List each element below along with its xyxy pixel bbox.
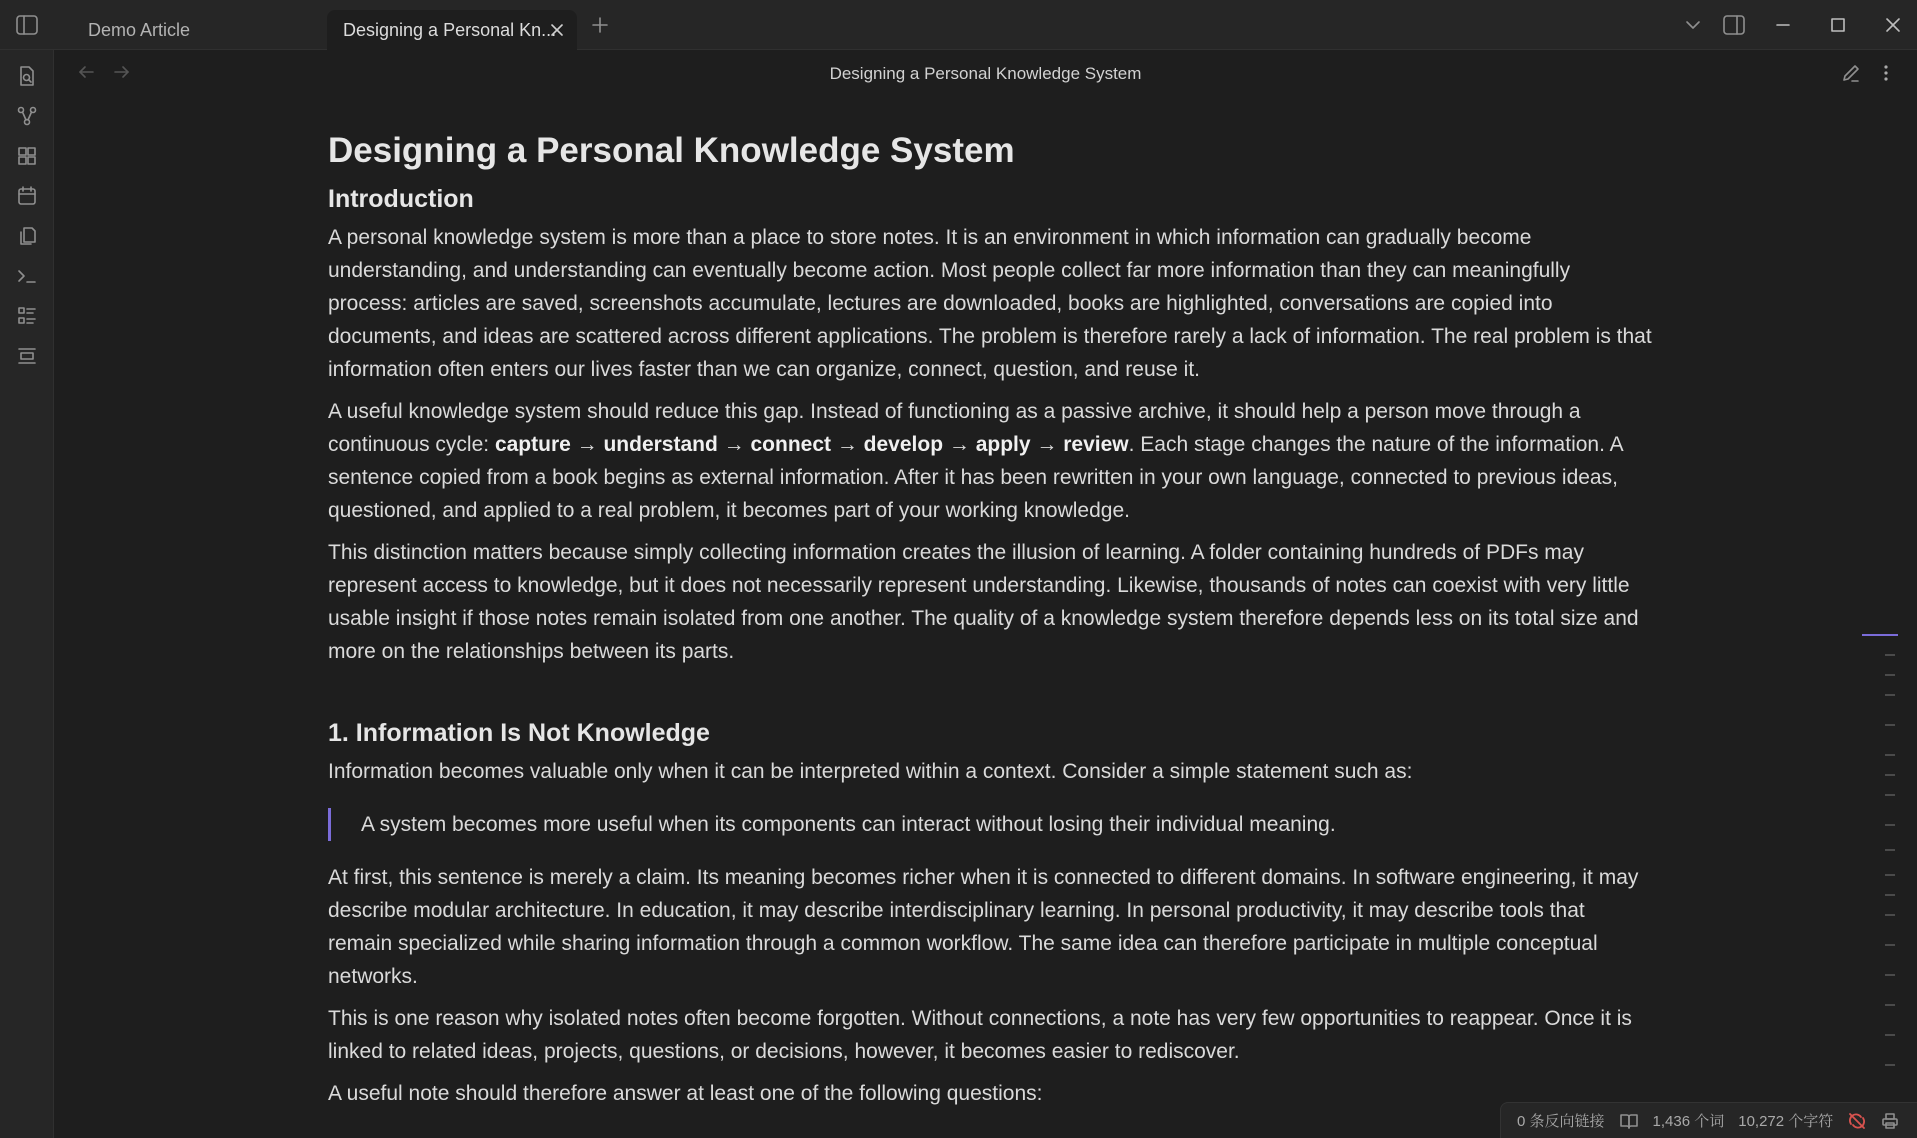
- cycle-step: capture: [494, 433, 571, 456]
- tab-label: Demo Article: [88, 19, 191, 40]
- outline-marker[interactable]: [1885, 894, 1895, 896]
- close-window-icon[interactable]: [1884, 16, 1902, 34]
- outline-marker[interactable]: [1885, 654, 1895, 656]
- slides-icon[interactable]: [15, 344, 39, 368]
- outline-marker[interactable]: [1885, 1064, 1895, 1066]
- paragraph-6: This is one reason why isolated notes often become forgotten. Without connections, a note has very few opportunities to reappear. Once it is linked to related ideas, projects, questions, or decisions, however, it becomes easier to rediscover.: [328, 1007, 1632, 1063]
- sync-disabled-icon[interactable]: [1847, 1111, 1867, 1131]
- char-count: 10,272 个字符: [1738, 1113, 1834, 1130]
- paragraph-5: At first, this sentence is merely a claim. Its meaning becomes richer when it is connected to different domains. In software engineering, it may describe modular architecture. In education, it may describe interdisciplinary learning. In personal productivity, it may describe tools that remain specialized while sharing information through a common workflow. The same idea can therefore participate in multiple conceptual networks.: [328, 866, 1639, 988]
- outline-marker[interactable]: [1885, 944, 1895, 946]
- intro-heading: Introduction: [328, 185, 474, 213]
- cycle-step: review: [1063, 433, 1129, 456]
- cycle-step: connect: [750, 433, 831, 456]
- title-bar: [0, 0, 1917, 50]
- templates-icon[interactable]: [15, 224, 39, 248]
- paragraph-3: This distinction matters because simply collecting information creates the illusion of learning. A folder containing hundreds of PDFs may represent access to knowledge, but it does not necessarily represent understanding. Likewise, thousands of notes can coexist with very little usable insight if those notes remain isolated from one another. The quality of a knowledge system therefore depends less on its total size and more on the relationships between its parts.: [328, 541, 1639, 663]
- command-palette-icon[interactable]: [15, 264, 39, 288]
- cycle-step: apply: [975, 433, 1031, 456]
- outline-marker[interactable]: [1885, 724, 1895, 726]
- more-options-icon[interactable]: [1880, 62, 1892, 84]
- left-ribbon: [0, 50, 54, 1138]
- printer-icon[interactable]: [1881, 1112, 1899, 1130]
- new-tab-icon[interactable]: [590, 15, 610, 35]
- paragraph-4: Information becomes valuable only when it can be interpreted within a context. Consider a simple statement such as:: [328, 760, 1413, 783]
- paragraph-7: A useful note should therefore answer at least one of the following questions:: [328, 1082, 1043, 1105]
- outline-marker[interactable]: [1885, 974, 1895, 976]
- word-count: 1,436 个词: [1652, 1113, 1725, 1130]
- cycle-step: develop: [863, 433, 944, 456]
- outline-marker-active[interactable]: [1862, 634, 1898, 636]
- status-bar: [1500, 1102, 1917, 1138]
- sidebar-toggle-icon[interactable]: [14, 13, 40, 37]
- tab-designing-pks[interactable]: [327, 10, 577, 50]
- outline-marker[interactable]: [1885, 1004, 1895, 1006]
- graph-view-icon[interactable]: [15, 104, 39, 128]
- outline-marker[interactable]: [1885, 674, 1895, 676]
- view-header: [54, 50, 1917, 98]
- section-1-heading: 1. Information Is Not Knowledge: [328, 719, 710, 747]
- outline-marker[interactable]: [1885, 914, 1895, 916]
- reading-mode-book-icon[interactable]: [1619, 1112, 1639, 1130]
- outline-marker[interactable]: [1885, 774, 1895, 776]
- document-title: Designing a Personal Knowledge System: [328, 131, 1015, 170]
- right-sidebar-toggle-icon[interactable]: [1722, 13, 1746, 37]
- maximize-icon[interactable]: [1829, 16, 1847, 34]
- outline-marker[interactable]: [1885, 874, 1895, 876]
- list-icon[interactable]: [15, 304, 39, 328]
- paragraph-1: A personal knowledge system is more than a place to store notes. It is an environment in which information can gradually become understanding, and understanding can eventually become action. Most people collect far more information than they can meaningfully process: articles are saved, screenshots accumulate, lectures are downloaded, books are highlighted, conversations are copied into documents, and ideas are scattered across different applications. The problem is therefore rarely a lack of information. The real problem is that information often enters our lives faster than we can organize, connect, question, and reuse it.: [328, 226, 1652, 381]
- open-quick-switcher-icon[interactable]: [15, 64, 39, 88]
- edit-pencil-icon[interactable]: [1840, 62, 1862, 84]
- canvas-icon[interactable]: [15, 144, 39, 168]
- view-title: Designing a Personal Knowledge System: [829, 64, 1142, 83]
- outline-marker[interactable]: [1885, 1034, 1895, 1036]
- minimize-icon[interactable]: [1774, 17, 1792, 33]
- outline-marker[interactable]: [1885, 754, 1895, 756]
- blockquote: A system becomes more useful when its components can interact without losing their individual meaning.: [328, 808, 1653, 841]
- outline-marker[interactable]: [1885, 694, 1895, 696]
- paragraph-2: A useful knowledge system should reduce this gap. Instead of functioning as a passive archive, it should help a person move through a continuous cycle: capture → understand → connect → develop → apply → review. Each stage changes the nature of the information. A sentence copied from a book begins as external information. After it has been rewritten in your own language, connected to previous ideas, questioned, and applied to a real problem, it becomes part of your working knowledge.: [328, 400, 1623, 522]
- tab-label: Designing a Personal Kn...: [343, 19, 557, 40]
- backlinks-count[interactable]: 0 条反向链接: [1517, 1113, 1605, 1130]
- outline-marker[interactable]: [1885, 849, 1895, 851]
- close-tab-icon[interactable]: [549, 22, 565, 38]
- document-content[interactable]: [328, 130, 1653, 1119]
- outline-marker[interactable]: [1885, 824, 1895, 826]
- chevron-down-icon[interactable]: [1684, 17, 1702, 33]
- outline-marker[interactable]: [1885, 794, 1895, 796]
- calendar-icon[interactable]: [15, 184, 39, 208]
- cycle-step: understand: [603, 433, 718, 456]
- outline-markers[interactable]: [1862, 634, 1890, 1134]
- tab-demo-article[interactable]: [72, 10, 322, 50]
